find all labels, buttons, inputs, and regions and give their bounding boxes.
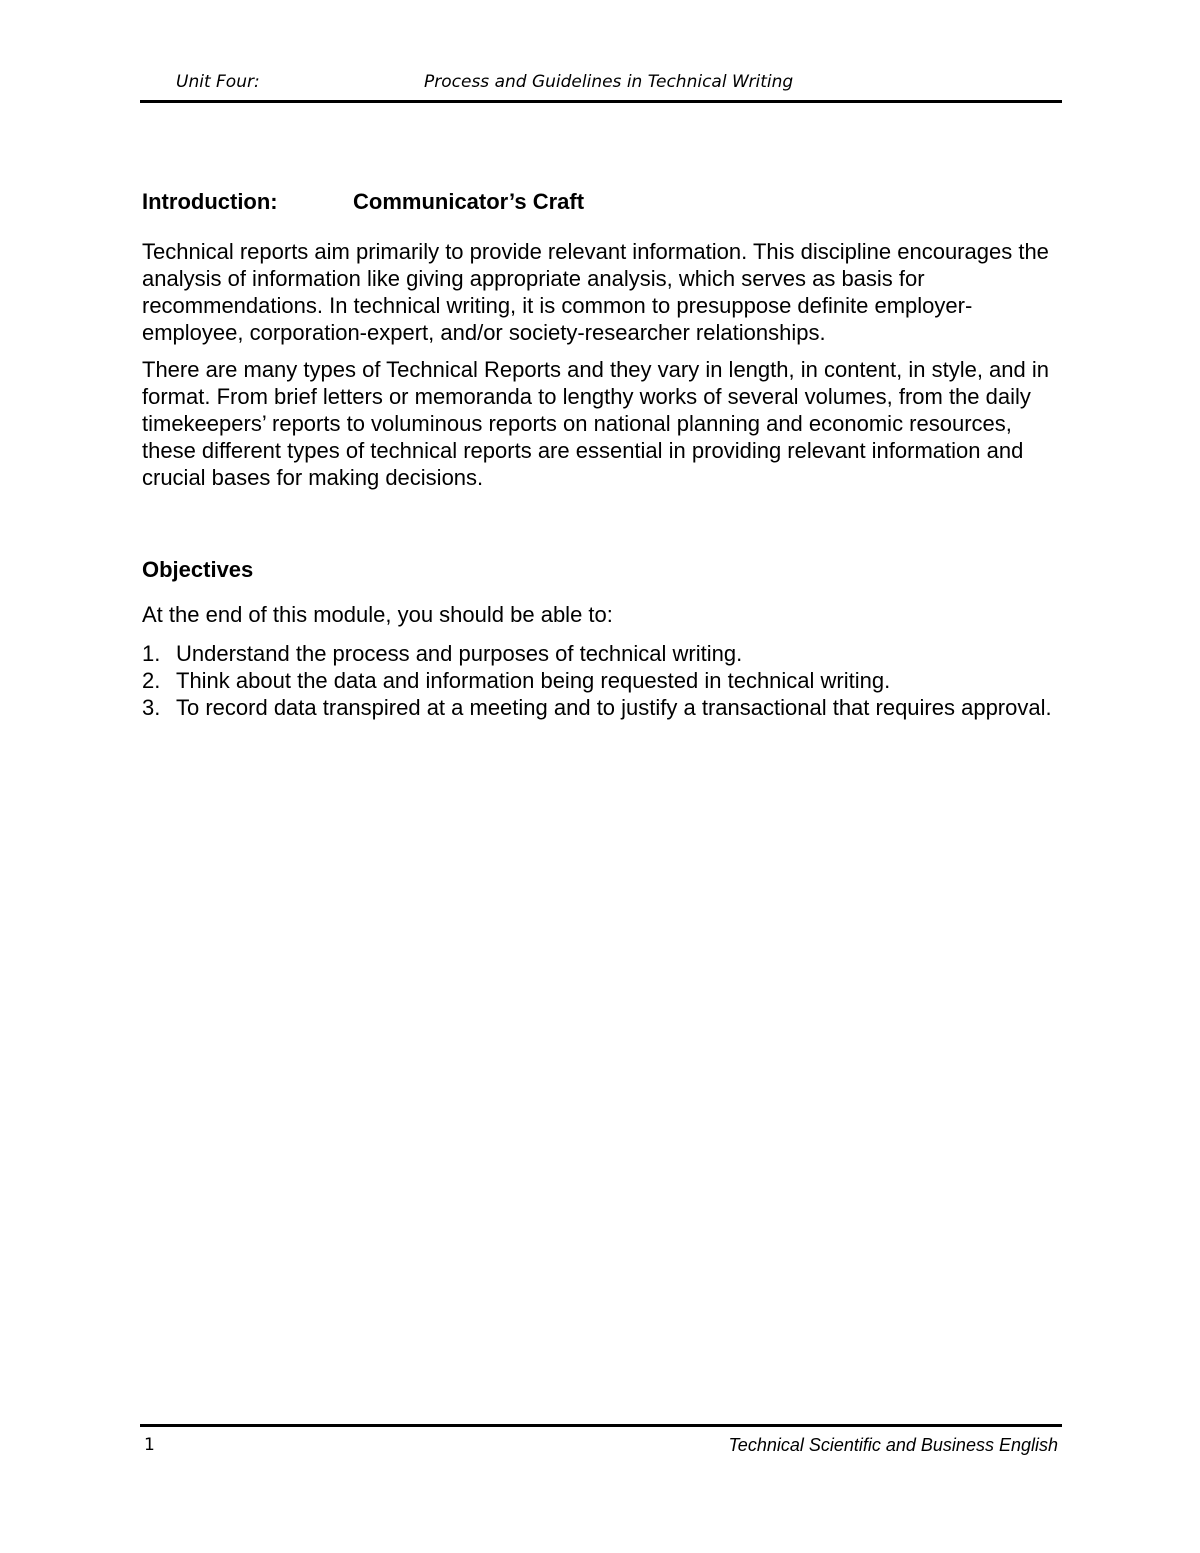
header-unit-title: Process and Guidelines in Technical Writing bbox=[424, 72, 794, 92]
header-unit-label: Unit Four: bbox=[176, 72, 260, 92]
objectives-list bbox=[142, 640, 1062, 721]
objective-item bbox=[142, 694, 1062, 721]
introduction-label: Introduction: bbox=[142, 189, 278, 214]
intro-paragraph-2: There are many types of Technical Reports and they vary in length, in content, in style, and in format. From brief letters or memoranda to lengthy works of several volumes, from the daily timekeepers’ reports to voluminous reports on national planning and economic resources, these different types of technical reports are essential in providing relevant information and crucial bases for making decisions. bbox=[142, 357, 1049, 490]
objective-number: 3. bbox=[142, 695, 161, 720]
intro-paragraph-1: Technical reports aim primarily to provide relevant information. This discipline encourages the analysis of information like giving appropriate analysis, which serves as basis for recommendations. In technical writing, it is common to presuppose definite employer-employee, corporation-expert, and/or society-researcher relationships. bbox=[142, 239, 1049, 345]
objective-number: 2. bbox=[142, 668, 161, 693]
objective-text: To record data transpired at a meeting and to justify a transactional that requires approval. bbox=[176, 695, 1052, 720]
introduction-heading bbox=[142, 188, 1062, 218]
objective-text: Think about the data and information being requested in technical writing. bbox=[176, 668, 891, 693]
objective-text: Understand the process and purposes of technical writing. bbox=[176, 641, 743, 666]
page-footer bbox=[140, 1424, 1062, 1463]
objective-item bbox=[142, 640, 1062, 667]
footer-page-number: 1 bbox=[144, 1435, 155, 1455]
objectives-heading: Objectives bbox=[142, 557, 254, 582]
introduction-title: Communicator’s Craft bbox=[353, 189, 585, 214]
objective-number: 1. bbox=[142, 641, 161, 666]
page-header bbox=[140, 70, 1062, 103]
footer-book-title: Technical Scientific and Business English bbox=[728, 1435, 1058, 1455]
page-content bbox=[142, 188, 1062, 721]
objective-item bbox=[142, 667, 1062, 694]
objectives-lead: At the end of this module, you should be able to: bbox=[142, 602, 613, 627]
